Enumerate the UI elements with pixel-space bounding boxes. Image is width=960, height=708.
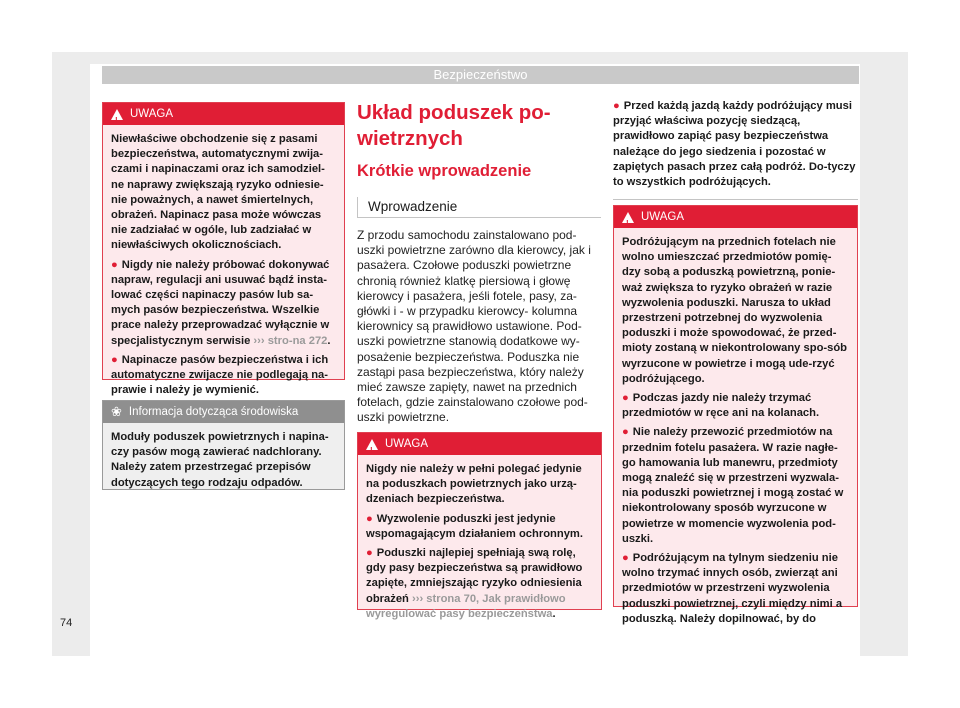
environment-label: Informacja dotycząca środowiska xyxy=(128,406,299,418)
bullet-icon: ● xyxy=(111,353,118,366)
environment-header xyxy=(103,401,344,423)
divider xyxy=(357,217,601,218)
warning-box-left xyxy=(102,102,345,397)
warning-box-middle xyxy=(357,432,602,620)
warning-header xyxy=(103,103,344,125)
warning-bullet: ● Podróżującym na tylnym siedzeniu nie wolno trzymać innych osób, zwierząt ani przedmiotów w przestrzeni wyzwolenia poduszki powietrznej, czyli między nimi a poduszką. Należy dopilnować, by do xyxy=(622,552,843,625)
page-title: Układ poduszek po-wietrznych xyxy=(357,101,551,150)
warning-label: UWAGA xyxy=(130,108,174,120)
warning-triangle-icon xyxy=(111,109,123,120)
warning-bullet: ● Wyzwolenie poduszki jest jedynie wspomagającym działaniem ochronnym. xyxy=(366,512,583,540)
section-subtitle: Krótkie wprowadzenie xyxy=(357,162,532,180)
bullet-icon: ● xyxy=(622,552,629,565)
warning-intro: Podróżującym na przednich fotelach nie wolno umieszczać przedmiotów pomię-dzy sobą a poduszką powietrzną, ponie-waż zwiększa to ryzyko obrażeń w razie wyzwolenia poduszki. Narusza to układ przestrzeni potrzebnej do wyzwolenia poduszki i może spowodować, że przed-mioty zostaną w niekontrolowany spo-sób wyrzucone w powietrze i mogą ude-rzyć podróżującego. xyxy=(622,236,848,385)
warning-bullet: ● Poduszki najlepiej spełniają swą rolę, gdy pasy bezpieczeństwa są prawidłowo zapięte, zmniejszając ryzyko odniesienia obrażeń ››› strona 70, Jak prawidłowo wyregulować pasy bezpieczeństwa. xyxy=(366,547,583,620)
page-reference-link[interactable]: ››› stro-na 272 xyxy=(253,334,328,347)
page-number: 74 xyxy=(60,617,73,629)
warning-bullet: ● Podczas jazdy nie należy trzymać przedmiotów w ręce ani na kolanach. xyxy=(622,392,820,420)
warning-header xyxy=(614,206,857,228)
warning-intro: Nigdy nie należy w pełni polegać jedynie na poduszkach powietrznych jako urzą-dzeniach bezpieczeństwa. xyxy=(366,463,582,506)
bullet-icon: ● xyxy=(366,547,373,560)
warning-triangle-icon xyxy=(366,439,378,450)
bullet-icon: ● xyxy=(366,512,373,525)
warning-bullet: ● Napinacze pasów bezpieczeństwa i ich automatyczne zwijacze nie podlegają na-prawie i należy je wymienić. xyxy=(111,353,329,397)
divider xyxy=(613,199,858,200)
recycle-icon: ❀ xyxy=(111,404,122,419)
environment-info-box xyxy=(102,400,345,490)
seating-bullet: ● Przed każdą jazdą każdy podróżujący musi przyjąć właściwa pozycję siedzącą, prawidłowo zapiąć pasy bezpieczeństwa należące do jego siedzenia i pozostać w zapiętych pasach przez całą podróż. Do-tyczy to wszystkich podróżujących. xyxy=(613,100,856,189)
section-heading: Wprowadzenie xyxy=(368,199,458,214)
bullet-icon: ● xyxy=(111,258,118,271)
divider xyxy=(357,197,358,217)
intro-paragraph: Z przodu samochodu zainstalowano pod-uszki powietrzne zarówno dla kierowcy, jak i pasażera. Czołowe poduszki powietrzne chronią również klatkę piersiową i głowę kierowcy i pasażera, jeśli fotele, pasy, za-główki i - w przypadku kierowcy- kolumna kierownicy są prawidłowo ustawione. Pod-uszki powietrzne stanowią dodatkowe wy-posażenie bezpieczeństwa. Poduszka nie zastąpi pasa bezpieczeństwa, który należy mieć zawsze zapięty, nawet na przednich fotelach, gdzie zainstalowano czołowe pod-uszki powietrzne. xyxy=(357,228,591,425)
bullet-icon: ● xyxy=(622,426,629,439)
environment-text: Moduły poduszek powietrznych i napina-czy pasów mogą zawierać nadchlorany. Należy zatem przestrzegać przepisów dotyczących tego rodzaju odpadów. xyxy=(111,431,329,489)
bullet-icon: ● xyxy=(622,392,629,405)
bullet-icon: ● xyxy=(613,100,620,112)
warning-bullet: ● Nigdy nie należy próbować dokonywać napraw, regulacji ani usuwać bądź insta-lować części napinaczy pasów lub sa-mych pasów bezpieczeństwa. Wszelkie prace należy przeprowadzać wyłącznie w specjalistycznym serwisie ››› stro-na 272. xyxy=(111,258,331,347)
warning-label: UWAGA xyxy=(385,438,429,450)
page-header: Bezpieczeństwo xyxy=(102,66,859,84)
page-reference-link[interactable]: ››› strona 70, Jak prawidłowo wyregulować pasy bezpieczeństwa xyxy=(366,592,566,620)
warning-box-right xyxy=(613,205,858,625)
warning-triangle-icon xyxy=(622,212,634,223)
warning-intro: Niewłaściwe obchodzenie się z pasami bezpieczeństwa, automatycznymi zwija-czami i napinaczami oraz ich samodziel-ne naprawy zwiększają ryzyko odniesie-nie poważnych, a nawet śmiertelnych, obrażeń. Napinacz pasa może wówczas nie zadziałać w ogóle, lub zadziałać w niewłaściwych okolicznościach. xyxy=(111,133,325,252)
warning-label: UWAGA xyxy=(641,211,685,223)
warning-bullet: ● Nie należy przewozić przedmiotów na przednim fotelu pasażera. W razie nagłe-go hamowania lub manewru, przedmioty mogą znaleźć się w przestrzeni wyzwala-nia poduszki powietrznej i mogą zostać w niekontrolowany sposób wyrzucone w powietrze w momencie wyzwolenia pod-uszki. xyxy=(622,426,844,545)
warning-header xyxy=(358,433,601,455)
